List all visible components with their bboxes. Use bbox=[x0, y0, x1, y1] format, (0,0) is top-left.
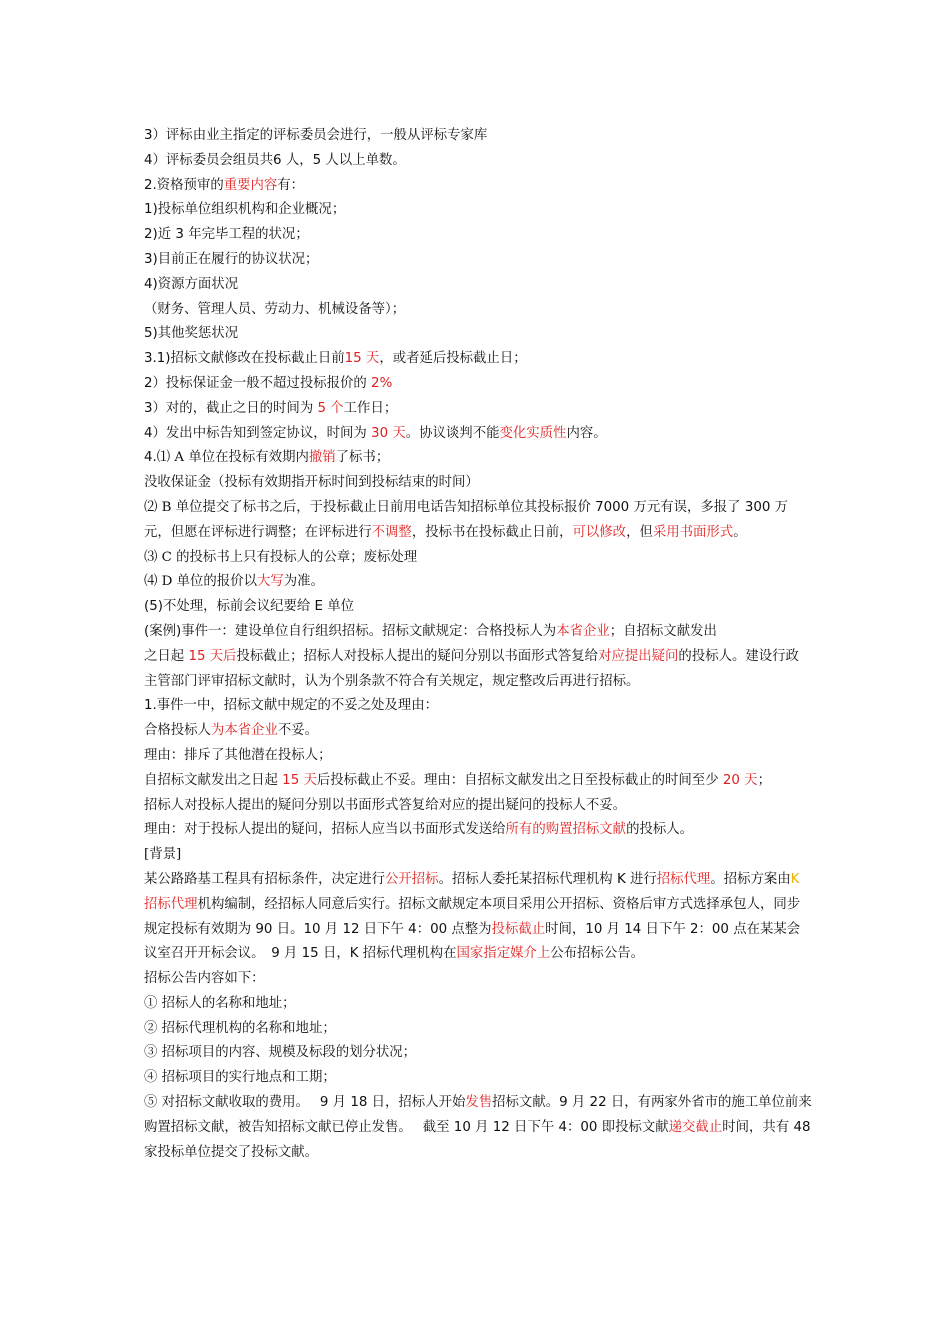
text-run: 理由：排斥了其他潜在投标人； bbox=[144, 747, 332, 763]
text-run: ③ 招标项目的内容、规模及标段的划分状况； bbox=[144, 1045, 417, 1061]
text-run: ⑷ D 单位的报价以 bbox=[144, 574, 257, 590]
text-run: 。招标人委托某招标代理机构 bbox=[438, 871, 617, 887]
highlight-text: 招标代理 bbox=[144, 896, 198, 912]
text-run: 招标文献。 bbox=[492, 1095, 560, 1111]
text-run: 事件一中，招标文献中规定的不妥之处及理由： bbox=[156, 698, 438, 714]
text-line bbox=[144, 719, 812, 744]
text-paragraph bbox=[144, 868, 812, 967]
text-run: K bbox=[349, 946, 359, 962]
text-line bbox=[144, 570, 812, 595]
text-line bbox=[144, 471, 812, 496]
text-run: 14 bbox=[624, 921, 642, 937]
text-run: 2：00 bbox=[689, 921, 729, 937]
text-run: 没收保证金（投标有效期指开标时间到投标结束的时间） bbox=[144, 475, 479, 491]
text-run: 。招标方案由 bbox=[710, 871, 791, 887]
text-run: 4 bbox=[144, 152, 153, 168]
text-run: 进行 bbox=[625, 871, 657, 887]
text-line bbox=[144, 595, 812, 620]
text-run: 为准。 bbox=[283, 574, 324, 590]
text-run: 4：00 bbox=[408, 921, 448, 937]
highlight-text: 发售 bbox=[465, 1095, 493, 1111]
text-run: ⑶ C 的投标书上只有投标人的公章；废标处理 bbox=[144, 549, 418, 565]
highlight-text: 公开招标 bbox=[385, 871, 439, 887]
text-run: 3) bbox=[144, 251, 158, 267]
highlight-text: 变化实质性 bbox=[499, 425, 567, 441]
text-run: 日，招标人开始 bbox=[367, 1095, 466, 1111]
highlight-text: 可以修改 bbox=[572, 524, 627, 540]
highlight-text: 15 bbox=[188, 648, 206, 664]
text-line bbox=[144, 248, 812, 273]
text-run: 后投标截止不妥。理由：自招标文献发出之日至投标截止的时间至少 bbox=[316, 772, 723, 788]
text-run: 万元有误，多报了 bbox=[629, 499, 745, 515]
text-line bbox=[144, 794, 812, 819]
text-run: ）投标保证金一般不超过投标报价的 bbox=[152, 375, 372, 391]
text-run: 人以上单数。 bbox=[321, 152, 406, 168]
text-run: （财务、管理人员、劳动力、机械设备等）； bbox=[144, 301, 406, 317]
text-run: 即投标文献 bbox=[597, 1119, 669, 1135]
text-line bbox=[144, 322, 812, 347]
text-run: ⑴ A 单位在投标有效期内 bbox=[156, 450, 309, 466]
text-run: 不处理，标前会议纪要给 bbox=[162, 599, 315, 615]
text-run: ，但 bbox=[626, 524, 653, 540]
highlight-text: 招标代理 bbox=[656, 871, 711, 887]
text-run: 时间， bbox=[545, 921, 586, 937]
list-item bbox=[144, 1017, 812, 1042]
highlight-text: 20 bbox=[722, 772, 740, 788]
text-run: ⑤ 对招标文献收取的费用。 bbox=[144, 1095, 320, 1111]
list-item bbox=[144, 992, 812, 1017]
text-run: ，或者延后投标截止日； bbox=[379, 351, 527, 367]
text-run: 2) bbox=[144, 227, 158, 243]
text-run: 1) bbox=[144, 202, 158, 218]
highlight-text: 个 bbox=[326, 400, 344, 416]
text-run: 90 bbox=[255, 921, 273, 937]
text-run: 日，有两家外省市的施工单位前来购置招标文献，被告知招标文献已停止发售。 截至 bbox=[144, 1095, 812, 1135]
highlight-text: 所有的购置招标文献 bbox=[505, 822, 627, 838]
text-line bbox=[144, 843, 812, 868]
text-run: 资格预审的 bbox=[156, 177, 224, 193]
text-run: 1. bbox=[144, 698, 157, 714]
text-run: 2 bbox=[144, 375, 153, 391]
text-run: 月 bbox=[320, 921, 343, 937]
text-run: 12 bbox=[342, 921, 360, 937]
text-run: ）评标由业主指定的评标委员会进行，一般从评标专家库 bbox=[152, 128, 488, 143]
text-line bbox=[144, 124, 812, 149]
text-run: 某公路路基工程具有招标条件，决定进行 bbox=[144, 871, 386, 887]
text-line bbox=[144, 347, 812, 372]
text-line bbox=[144, 744, 812, 769]
text-run: 3.1) bbox=[144, 351, 171, 367]
highlight-text: 天 bbox=[299, 772, 317, 788]
text-run: 投标单位组织机构和企业概况； bbox=[157, 202, 346, 218]
text-run: E bbox=[314, 599, 323, 615]
list-item bbox=[144, 1091, 812, 1165]
highlight-text: 5 bbox=[317, 400, 327, 416]
text-run: 日。 bbox=[272, 921, 304, 937]
text-line bbox=[144, 967, 812, 992]
text-run: 。协议谈判不能 bbox=[405, 425, 500, 441]
text-line bbox=[144, 546, 812, 571]
list-item bbox=[144, 1041, 812, 1066]
text-run: 6 bbox=[273, 152, 282, 168]
highlight-text: 对应提出疑问 bbox=[598, 648, 679, 664]
text-run: 时间，共有 bbox=[722, 1119, 794, 1135]
text-run: 家投标单位提交了投标文献。 bbox=[144, 1144, 319, 1160]
highlight-text: 采用书面形式 bbox=[652, 524, 734, 540]
text-run: 10 bbox=[585, 921, 603, 937]
text-run: 3 bbox=[144, 128, 153, 143]
text-run: ② 招标代理机构的名称和地址； bbox=[144, 1020, 336, 1036]
text-run: 3 bbox=[175, 227, 184, 243]
text-line bbox=[144, 818, 812, 843]
text-run: 日下午 bbox=[509, 1119, 559, 1135]
text-run: 48 bbox=[793, 1119, 811, 1135]
text-run: 招标文献修改在投标截止日前 bbox=[170, 351, 345, 367]
text-run: 近 bbox=[157, 227, 176, 243]
text-run: ① 招标人的名称和地址； bbox=[144, 995, 296, 1011]
text-run: 18 bbox=[350, 1095, 368, 1111]
text-run: 工作日； bbox=[343, 400, 398, 416]
highlight-text: 国家指定媒介上 bbox=[456, 946, 551, 962]
text-line bbox=[144, 223, 812, 248]
text-run: 月 bbox=[279, 946, 302, 962]
text-run: 日下午 bbox=[641, 921, 690, 937]
text-run: ； bbox=[757, 772, 771, 788]
text-line bbox=[144, 422, 812, 447]
text-run: 招标代理机构在 bbox=[358, 946, 457, 962]
text-run: [背景] bbox=[144, 847, 182, 863]
text-run: 3 bbox=[144, 400, 153, 416]
text-run: 2. bbox=[144, 177, 157, 193]
text-run: 9 bbox=[559, 1095, 568, 1111]
text-run: 7000 bbox=[595, 499, 630, 515]
text-run: 5 bbox=[312, 152, 322, 168]
text-line bbox=[144, 446, 812, 471]
text-run: 。 bbox=[733, 524, 747, 540]
text-run: 案例 bbox=[149, 623, 177, 639]
text-run: ④ 招标项目的实行地点和工期； bbox=[144, 1070, 336, 1086]
text-run: K bbox=[616, 871, 626, 887]
text-run: 月 bbox=[567, 1095, 590, 1111]
highlight-text: 不调整 bbox=[371, 524, 412, 540]
text-run: 12 bbox=[492, 1119, 510, 1135]
highlight-text: 大写 bbox=[256, 574, 284, 590]
text-run: 10 bbox=[453, 1119, 471, 1135]
text-run: 其他奖惩状况 bbox=[157, 326, 239, 342]
highlight-text: 天 bbox=[361, 351, 380, 367]
text-run: 月 bbox=[602, 921, 625, 937]
text-run: 目前正在履行的协议状况； bbox=[157, 251, 319, 267]
text-line bbox=[144, 149, 812, 174]
text-run: 9 bbox=[271, 946, 280, 962]
highlight-text: 重要内容 bbox=[223, 177, 278, 193]
text-run: 合格投标人 bbox=[144, 723, 211, 739]
text-run: 内容。 bbox=[566, 425, 607, 441]
text-run: ）发出中标告知到签定协议，时间为 bbox=[152, 425, 372, 441]
text-run: (5) bbox=[144, 599, 163, 615]
text-paragraph bbox=[144, 645, 812, 695]
text-run: 点在某某会议室召开开标会议。 bbox=[144, 921, 801, 962]
text-run: 招标公告内容如下： bbox=[144, 971, 265, 987]
text-run: 月 bbox=[470, 1119, 493, 1135]
text-run: ；自招标文献发出 bbox=[609, 623, 717, 639]
highlight-text: 本省企业 bbox=[556, 623, 610, 639]
highlight-text: 2% bbox=[371, 375, 393, 391]
text-run: 10 bbox=[303, 921, 321, 937]
text-run: 投标截止；招标人对投标人提出的疑问分别以书面形式答复给 bbox=[236, 648, 599, 664]
highlight-text: K bbox=[790, 871, 800, 887]
text-run: ⑵ B 单位提交了标书之后，于投标截止日前用电话告知招标单位其投标报价 bbox=[144, 499, 596, 515]
text-run: 人， bbox=[281, 152, 313, 168]
highlight-text: 递交截止 bbox=[668, 1119, 723, 1135]
text-run: 9 bbox=[319, 1095, 329, 1111]
text-run: 自招标文献发出之日起 bbox=[144, 772, 283, 788]
text-run: 机构编制，经招标人同意后实行。招标文献规定本项目采用公开招标、资格后审方式选择承包人，同步规定投标有效期为 bbox=[144, 896, 801, 937]
highlight-text: 天后 bbox=[205, 648, 237, 664]
highlight-text: 天 bbox=[388, 425, 406, 441]
text-run: 日下午 bbox=[359, 921, 409, 937]
highlight-text: 15 bbox=[344, 351, 362, 367]
text-paragraph bbox=[144, 496, 812, 546]
text-run: 公布招标公告。 bbox=[550, 946, 644, 962]
highlight-text: 天 bbox=[739, 772, 758, 788]
text-run: 日， bbox=[318, 946, 350, 962]
text-run: 的投标人。建设行政主管部门评审招标文献时，认为个别条款不符合有关规定，规定整改后再进行招标。 bbox=[144, 648, 799, 689]
text-run: 4 bbox=[144, 425, 153, 441]
text-run: 300 bbox=[744, 499, 771, 515]
highlight-text: 撤销 bbox=[308, 450, 336, 466]
text-run: 不妥。 bbox=[277, 723, 319, 739]
highlight-text: 15 bbox=[282, 772, 300, 788]
text-line bbox=[144, 198, 812, 223]
text-run: 了标书； bbox=[335, 450, 390, 466]
text-run: ，投标书在投标截止日前， bbox=[411, 524, 573, 540]
text-run: 点整为 bbox=[447, 921, 492, 937]
text-line bbox=[144, 174, 812, 199]
list-item bbox=[144, 1066, 812, 1091]
text-run: 招标人对投标人提出的疑问分别以书面形式答复给对应的提出疑问的投标人不妥。 bbox=[144, 797, 627, 813]
text-run: 4：00 bbox=[558, 1119, 598, 1135]
text-run: 事件一：建设单位自行组织招标。招标文献规定：合格投标人为 bbox=[181, 623, 557, 639]
highlight-text: 为本省企业 bbox=[210, 723, 278, 739]
text-run: 单位 bbox=[323, 599, 355, 615]
text-line bbox=[144, 397, 812, 422]
text-run: ）对的，截止之日的时间为 bbox=[152, 400, 318, 416]
document-body bbox=[144, 124, 812, 1165]
text-run: 年完毕工程的状况； bbox=[183, 227, 309, 243]
text-line bbox=[144, 694, 812, 719]
text-run: 22 bbox=[589, 1095, 607, 1111]
text-run: 的投标人。 bbox=[626, 822, 694, 838]
text-run: ）评标委员会组员共 bbox=[152, 152, 274, 168]
text-run: 4) bbox=[144, 276, 158, 292]
text-line bbox=[144, 769, 812, 794]
text-run: ( bbox=[144, 623, 150, 639]
text-run: 之日起 bbox=[144, 648, 189, 664]
highlight-text: 30 bbox=[371, 425, 389, 441]
text-line bbox=[144, 620, 812, 645]
text-run: 资源方面状况 bbox=[157, 276, 239, 292]
text-line bbox=[144, 273, 812, 298]
text-run: 理由：对于投标人提出的疑问，招标人应当以书面形式发送给 bbox=[144, 822, 506, 838]
text-line bbox=[144, 298, 812, 323]
text-run: ) bbox=[176, 623, 182, 639]
text-run: 15 bbox=[301, 946, 319, 962]
text-run: 月 bbox=[328, 1095, 351, 1111]
text-line bbox=[144, 372, 812, 397]
text-run: 5) bbox=[144, 326, 158, 342]
text-run: 有： bbox=[277, 177, 305, 193]
text-run: 万元，但愿在评标进行调整；在评标进行 bbox=[144, 499, 789, 540]
highlight-text: 投标截止 bbox=[491, 921, 546, 937]
text-run: 4. bbox=[144, 450, 157, 466]
